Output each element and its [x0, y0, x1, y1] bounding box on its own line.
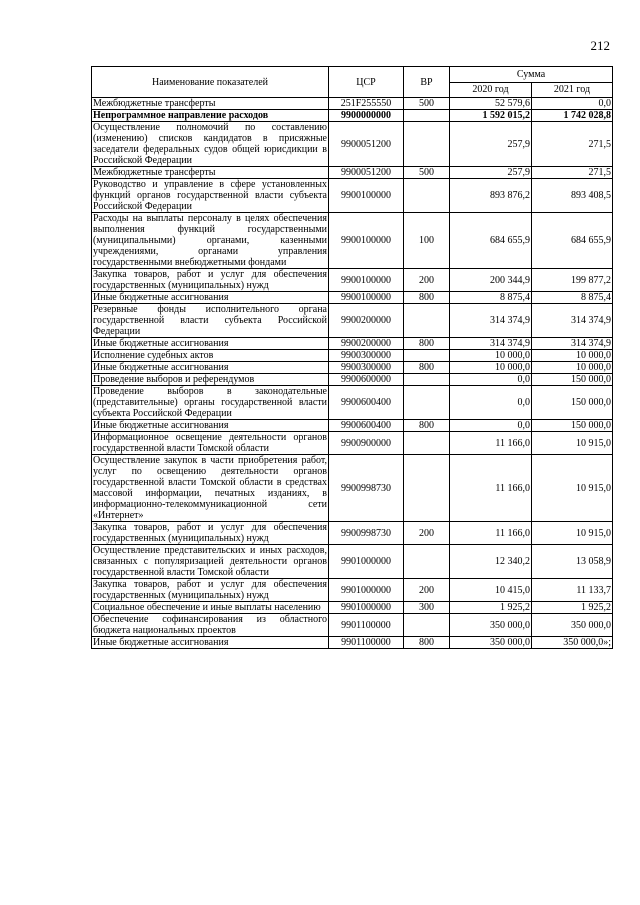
row-csr-cell: 9900100000 — [329, 213, 404, 269]
row-2020-cell: 893 876,2 — [450, 179, 532, 213]
row-name-cell: Закупка товаров, работ и услуг для обеспечения государственных (муниципальных) нужд — [93, 522, 327, 544]
row-name-cell: Иные бюджетные ассигнования — [92, 420, 329, 432]
row-vr-cell — [404, 545, 450, 579]
row-2020-cell: 10 000,0 — [450, 350, 532, 362]
table-header — [92, 67, 613, 98]
table-row — [92, 420, 613, 432]
row-2020-cell: 1 925,2 — [450, 602, 532, 614]
table-row — [92, 179, 613, 213]
row-name-cell: Обеспечение софинансирования из областного бюджета национальных проектов — [93, 614, 327, 636]
table-row — [92, 338, 613, 350]
table-row — [92, 304, 613, 338]
row-csr-cell: 9900998730 — [329, 455, 404, 522]
table-row — [92, 269, 613, 292]
row-vr-cell — [404, 374, 450, 386]
row-csr-cell: 9900600400 — [329, 386, 404, 420]
row-csr-cell: 9901000000 — [329, 579, 404, 602]
row-2020-cell: 0,0 — [450, 386, 532, 420]
row-name-cell: Исполнение судебных актов — [92, 350, 329, 362]
row-2021-cell: 10 000,0 — [532, 362, 613, 374]
row-2021-cell: 11 133,7 — [532, 579, 613, 602]
row-csr-cell: 9901000000 — [329, 545, 404, 579]
row-2020-cell: 314 374,9 — [450, 304, 532, 338]
row-vr-cell — [404, 432, 450, 455]
header-vr: ВР — [404, 67, 450, 98]
row-csr-cell: 9901100000 — [329, 614, 404, 637]
row-csr-cell: 9900200000 — [329, 338, 404, 350]
table-row — [92, 98, 613, 110]
row-vr-cell: 200 — [404, 522, 450, 545]
row-vr-cell — [404, 614, 450, 637]
table-body — [92, 98, 613, 649]
table-row — [92, 167, 613, 179]
row-vr-cell — [404, 110, 450, 122]
row-2020-cell: 314 374,9 — [450, 338, 532, 350]
row-csr-cell: 9900600000 — [329, 374, 404, 386]
header-sum: Сумма — [450, 67, 613, 83]
row-2020-cell: 1 592 015,2 — [450, 110, 532, 122]
row-vr-cell — [404, 386, 450, 420]
row-name-cell: Иные бюджетные ассигнования — [92, 637, 329, 649]
row-2020-cell: 11 166,0 — [450, 432, 532, 455]
row-name-cell: Иные бюджетные ассигнования — [92, 292, 329, 304]
table-row — [92, 213, 613, 269]
table-row — [92, 455, 613, 522]
row-name-cell: Межбюджетные трансферты — [92, 167, 329, 179]
row-vr-cell: 800 — [404, 362, 450, 374]
row-2020-cell: 200 344,9 — [450, 269, 532, 292]
row-vr-cell: 100 — [404, 213, 450, 269]
row-2021-cell: 150 000,0 — [532, 420, 613, 432]
row-name-cell: Закупка товаров, работ и услуг для обеспечения государственных (муниципальных) нужд — [93, 579, 327, 601]
row-csr-cell: 9900300000 — [329, 362, 404, 374]
row-2021-cell: 10 915,0 — [532, 432, 613, 455]
row-2021-cell: 314 374,9 — [532, 338, 613, 350]
row-csr-cell: 9900051200 — [329, 167, 404, 179]
page-number: 212 — [590, 38, 610, 53]
row-csr-cell: 9901100000 — [329, 637, 404, 649]
row-csr-cell: 9900300000 — [329, 350, 404, 362]
table-row — [92, 432, 613, 455]
row-name-cell: Осуществление закупок в части приобретения работ, услуг по освещению деятельности органов государственной власти Томской области в средствах массовой информации, печатных изданиях, в информационно-телекоммуникационной сети «Интернет» — [93, 455, 327, 521]
header-year-2021: 2021 год — [532, 82, 613, 98]
row-csr-cell: 9900200000 — [329, 304, 404, 338]
row-2020-cell: 12 340,2 — [450, 545, 532, 579]
row-2021-cell: 314 374,9 — [532, 304, 613, 338]
row-vr-cell: 200 — [404, 269, 450, 292]
row-csr-cell: 9900051200 — [329, 122, 404, 167]
row-2021-cell: 684 655,9 — [532, 213, 613, 269]
table-row — [92, 522, 613, 545]
table-row — [92, 122, 613, 167]
row-name-cell: Проведение выборов и референдумов — [92, 374, 329, 386]
row-2021-cell: 350 000,0 — [532, 614, 613, 637]
row-2021-cell: 0,0 — [532, 98, 613, 110]
row-2020-cell: 10 000,0 — [450, 362, 532, 374]
row-vr-cell: 500 — [404, 98, 450, 110]
row-2020-cell: 350 000,0 — [450, 637, 532, 649]
row-2021-cell: 199 877,2 — [532, 269, 613, 292]
row-2021-cell: 10 915,0 — [532, 455, 613, 522]
row-csr-cell: 9900900000 — [329, 432, 404, 455]
row-name-cell: Резервные фонды исполнительного органа государственной власти субъекта Российской Федерации — [93, 304, 327, 337]
row-2020-cell: 8 875,4 — [450, 292, 532, 304]
row-2020-cell: 0,0 — [450, 374, 532, 386]
row-csr-cell: 9900100000 — [329, 292, 404, 304]
row-name-cell: Руководство и управление в сфере установленных функций органов государственной власти субъекта Российской Федерации — [93, 179, 327, 212]
row-2020-cell: 684 655,9 — [450, 213, 532, 269]
table-row — [92, 374, 613, 386]
row-2021-cell: 893 408,5 — [532, 179, 613, 213]
row-2020-cell: 350 000,0 — [450, 614, 532, 637]
header-csr: ЦСР — [329, 67, 404, 98]
row-2021-cell: 1 925,2 — [532, 602, 613, 614]
row-2021-cell: 271,5 — [532, 122, 613, 167]
row-vr-cell: 500 — [404, 167, 450, 179]
row-vr-cell: 200 — [404, 579, 450, 602]
row-name-cell: Осуществление представительских и иных расходов, связанных с популяризацией деятельности органов государственной власти Томской области — [93, 545, 327, 578]
row-vr-cell: 800 — [404, 292, 450, 304]
row-name-cell: Межбюджетные трансферты — [92, 98, 329, 110]
row-2020-cell: 11 166,0 — [450, 455, 532, 522]
row-2021-cell: 150 000,0 — [532, 374, 613, 386]
row-name-cell: Непрограммное направление расходов — [92, 110, 329, 122]
row-2021-cell: 1 742 028,8 — [532, 110, 613, 122]
table-row — [92, 292, 613, 304]
row-csr-cell: 9900100000 — [329, 179, 404, 213]
row-vr-cell — [404, 455, 450, 522]
header-year-2020: 2020 год — [450, 82, 532, 98]
table-row — [92, 386, 613, 420]
row-vr-cell: 800 — [404, 420, 450, 432]
row-csr-cell: 9900100000 — [329, 269, 404, 292]
row-vr-cell — [404, 122, 450, 167]
row-name-cell: Иные бюджетные ассигнования — [92, 338, 329, 350]
row-2020-cell: 11 166,0 — [450, 522, 532, 545]
table-row — [92, 362, 613, 374]
row-2020-cell: 257,9 — [450, 122, 532, 167]
row-2020-cell: 0,0 — [450, 420, 532, 432]
row-2021-cell: 150 000,0 — [532, 386, 613, 420]
row-2020-cell: 10 415,0 — [450, 579, 532, 602]
header-name: Наименование показателей — [92, 67, 329, 98]
row-vr-cell: 300 — [404, 602, 450, 614]
row-2021-cell: 8 875,4 — [532, 292, 613, 304]
row-vr-cell — [404, 350, 450, 362]
row-csr-cell: 251F255550 — [329, 98, 404, 110]
row-name-cell: Закупка товаров, работ и услуг для обеспечения государственных (муниципальных) нужд — [93, 269, 327, 291]
row-name-cell: Проведение выборов в законодательные (представительные) органы государственной власти субъекта Российской Федерации — [93, 386, 327, 419]
row-vr-cell: 800 — [404, 338, 450, 350]
table-row — [92, 614, 613, 637]
row-2021-cell: 13 058,9 — [532, 545, 613, 579]
table-row — [92, 637, 613, 649]
row-csr-cell: 9900000000 — [329, 110, 404, 122]
row-2021-cell: 350 000,0»; — [532, 637, 613, 649]
row-vr-cell: 800 — [404, 637, 450, 649]
row-name-cell: Иные бюджетные ассигнования — [92, 362, 329, 374]
row-csr-cell: 9901000000 — [329, 602, 404, 614]
row-name-cell: Социальное обеспечение и иные выплаты населению — [92, 602, 329, 614]
row-name-cell: Осуществление полномочий по составлению (изменению) списков кандидатов в присяжные заседатели федеральных судов общей юрисдикции в Российской Федерации — [93, 122, 327, 166]
table-row — [92, 579, 613, 602]
row-csr-cell: 9900600400 — [329, 420, 404, 432]
row-2021-cell: 10 915,0 — [532, 522, 613, 545]
table-row — [92, 110, 613, 122]
row-name-cell: Информационное освещение деятельности органов государственной власти Томской области — [93, 432, 327, 454]
table-row — [92, 350, 613, 362]
row-csr-cell: 9900998730 — [329, 522, 404, 545]
row-2020-cell: 257,9 — [450, 167, 532, 179]
row-2020-cell: 52 579,6 — [450, 98, 532, 110]
table-row — [92, 545, 613, 579]
row-name-cell: Расходы на выплаты персоналу в целях обеспечения выполнения функций государственными (муниципальными) органами, казенными учреждениями, органами управления государственными внебюджетными фондами — [93, 213, 327, 268]
row-2021-cell: 10 000,0 — [532, 350, 613, 362]
budget-table — [91, 66, 613, 649]
table-row — [92, 602, 613, 614]
row-vr-cell — [404, 304, 450, 338]
row-vr-cell — [404, 179, 450, 213]
row-2021-cell: 271,5 — [532, 167, 613, 179]
